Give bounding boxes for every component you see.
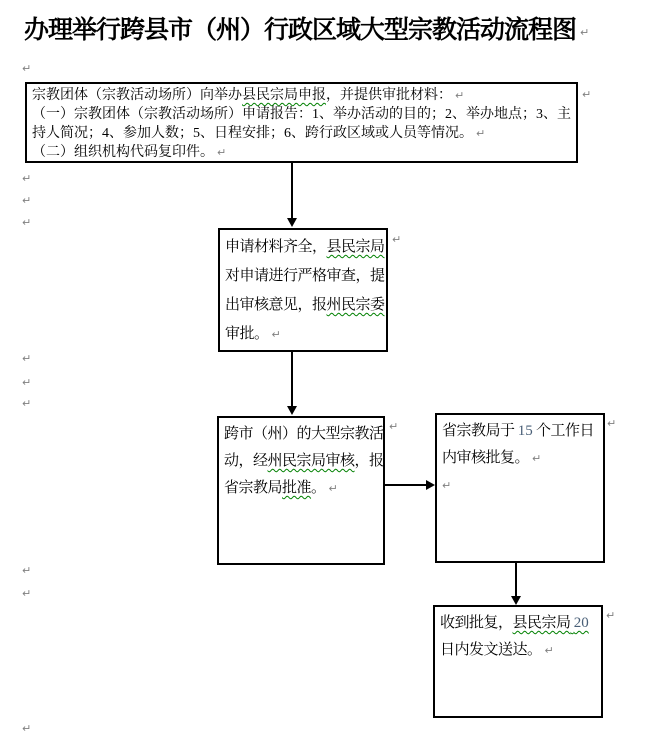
text-segment: 出审核意见，报 xyxy=(225,297,327,313)
text-line xyxy=(442,472,598,499)
text-segment: （二）组织机构代码复印件。 xyxy=(32,145,214,160)
text-segment: ，报 xyxy=(354,453,384,469)
paragraph-mark: ↵ xyxy=(392,233,402,246)
grammar-underlined-text xyxy=(513,615,589,631)
paragraph-mark: ↵ xyxy=(22,216,32,229)
text-line xyxy=(225,262,385,291)
text-segment: 县民宗局 xyxy=(512,615,571,631)
text-line xyxy=(442,445,598,472)
paragraph-mark: ↵ xyxy=(580,26,590,39)
paragraph-mark: ↵ xyxy=(22,172,32,185)
paragraph-mark: ↵ xyxy=(22,564,32,577)
paragraph-mark: ↵ xyxy=(606,609,616,622)
arrow-down-head-2 xyxy=(287,406,297,415)
arrow-down-head-1 xyxy=(287,218,297,227)
paragraph-mark: ↵ xyxy=(22,722,32,735)
arrow-down-line-1 xyxy=(291,163,293,218)
paragraph-mark: ↵ xyxy=(476,127,486,140)
grammar-underlined-text: 州民宗委 xyxy=(326,297,385,313)
paragraph-mark: ↵ xyxy=(22,352,32,365)
paragraph-mark: ↵ xyxy=(22,376,32,389)
text-segment: 。 xyxy=(311,480,326,496)
text-line xyxy=(440,637,596,664)
flow-box-county-review xyxy=(218,228,388,352)
page-title: 办理举行跨县市（州）行政区域大型宗教活动流程图 xyxy=(24,16,577,44)
text-segment: 省宗教局 xyxy=(224,480,283,496)
text-line xyxy=(32,86,571,105)
text-segment: 收到批复， xyxy=(440,615,513,631)
text-segment: 省宗教局于 xyxy=(442,423,515,439)
flow-box-province-review xyxy=(435,413,605,563)
paragraph-mark: ↵ xyxy=(22,194,32,207)
grammar-underlined-text: 县民宗局申报 xyxy=(242,88,326,103)
flow-box-reply-delivery xyxy=(433,605,603,718)
text-line xyxy=(32,124,571,143)
text-segment: 持人简况；4、参加人数；5、日程安排；6、跨行政区域或人员等情况。 xyxy=(32,126,473,141)
text-line xyxy=(224,421,384,448)
text-line xyxy=(32,143,571,162)
flow-box-apply xyxy=(25,82,578,163)
arrow-right-head xyxy=(426,480,435,490)
workdays-number: 15 xyxy=(517,423,533,439)
text-line xyxy=(225,233,385,262)
days-number: 20 xyxy=(573,615,589,631)
arrow-down-line-2 xyxy=(291,352,293,406)
paragraph-mark: ↵ xyxy=(389,420,399,433)
paragraph-mark: ↵ xyxy=(582,88,592,101)
paragraph-mark: ↵ xyxy=(544,644,554,657)
text-line xyxy=(224,448,384,475)
paragraph-mark: ↵ xyxy=(22,62,32,75)
text-segment: （一）宗教团体（宗教活动场所）申请报告：1、举办活动的目的；2、举办地点；3、主 xyxy=(32,107,571,122)
text-segment: 个工作日 xyxy=(536,423,595,439)
grammar-underlined-text: 批准 xyxy=(282,480,312,496)
text-line xyxy=(440,610,596,637)
paragraph-mark: ↵ xyxy=(271,328,281,341)
text-segment: 申请材料齐全， xyxy=(225,239,327,255)
text-segment: 内审核批复。 xyxy=(442,450,530,466)
text-segment: 审批。 xyxy=(225,326,269,342)
grammar-underlined-text: 县民宗局 xyxy=(326,239,385,255)
grammar-underlined-text: 州民宗局审核 xyxy=(267,453,355,469)
text-segment: 宗教团体（宗教活动场所）向举办 xyxy=(32,88,242,103)
text-segment: 日内发文送达。 xyxy=(440,642,542,658)
text-line xyxy=(224,475,378,502)
paragraph-mark: ↵ xyxy=(455,89,465,102)
paragraph-mark: ↵ xyxy=(22,397,32,410)
text-line xyxy=(225,291,385,320)
text-line xyxy=(32,105,571,124)
paragraph-mark: ↵ xyxy=(328,482,338,495)
flow-box-cross-city xyxy=(217,416,385,565)
paragraph-mark: ↵ xyxy=(22,587,32,600)
text-line xyxy=(225,320,381,349)
paragraph-mark: ↵ xyxy=(442,479,452,492)
text-segment: ，并提供审批材料： xyxy=(326,88,452,103)
text-line xyxy=(442,418,598,445)
text-segment: 对申请进行严格审查，提 xyxy=(225,268,385,284)
paragraph-mark: ↵ xyxy=(607,417,617,430)
text-segment: 跨市（州）的大型宗教活 xyxy=(224,426,384,442)
paragraph-mark: ↵ xyxy=(217,146,227,159)
arrow-down-head-3 xyxy=(511,596,521,605)
arrow-down-line-3 xyxy=(515,563,517,596)
arrow-right-line xyxy=(385,484,426,486)
text-segment: 动，经 xyxy=(224,453,268,469)
paragraph-mark: ↵ xyxy=(532,452,542,465)
